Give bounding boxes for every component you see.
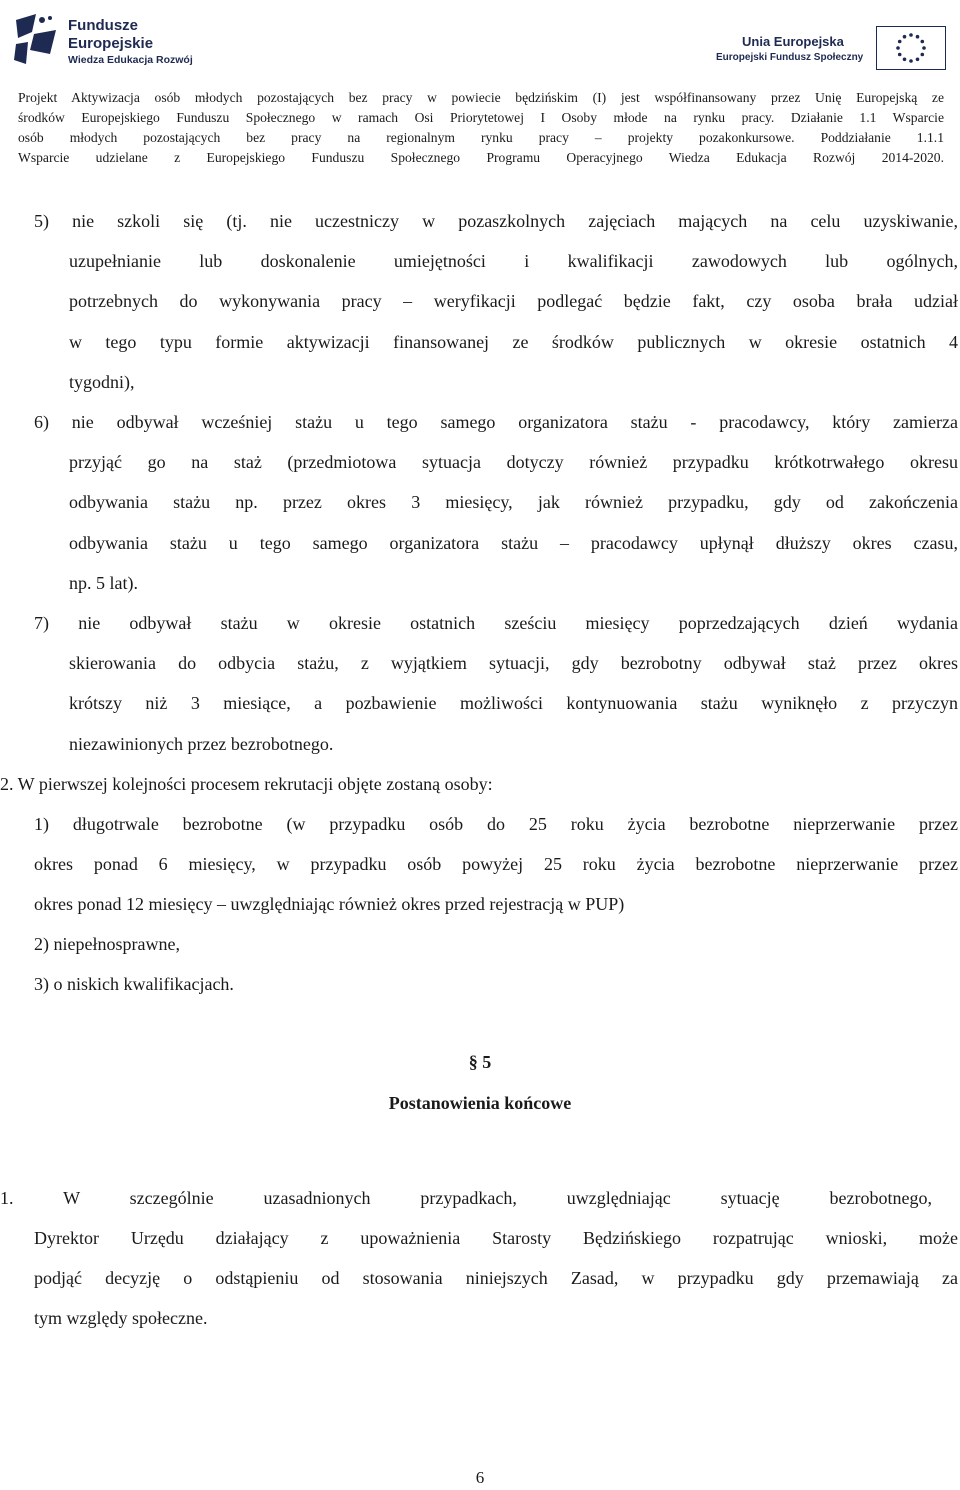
body-line: odbywania stażu np. przez okres 3 miesięcy, jak również przypadku, gdy od zakończenia <box>69 492 958 512</box>
section-number: § 5 <box>468 1052 492 1072</box>
fundusze-europejskie-star-icon <box>12 10 60 68</box>
body-line: 7) nie odbywał stażu w okresie ostatnich sześciu miesięcy poprzedzających dzień wydania <box>34 613 958 633</box>
header-line: środków Europejskiego Funduszu Społecznego w ramach Osi Priorytetowej I Osoby młode na rynku pracy. Działanie 1.1 Wsparcie <box>18 110 944 125</box>
body-line: 1. W szczególnie uzasadnionych przypadkach, uwzględniając sytuację bezrobotnego, <box>0 1188 932 1208</box>
body-line: tym względy społeczne. <box>34 1308 208 1328</box>
body-line: uzupełnianie lub doskonalenie umiejętności i kwalifikacji zawodowych lub ogólnych, <box>69 251 958 271</box>
logo-left-line1: Fundusze <box>68 17 138 34</box>
section-title: Postanowienia końcowe <box>388 1093 572 1113</box>
body-line: 2) niepełnosprawne, <box>34 934 180 954</box>
eu-flag-icon <box>876 26 946 70</box>
body-line: okres ponad 12 miesięcy – uwzględniając również okres przed rejestracją w PUP) <box>34 894 625 914</box>
body-line: potrzebnych do wykonywania pracy – weryfikacji podlegać będzie fakt, czy osoba brała udział <box>69 291 958 311</box>
body-line: np. 5 lat). <box>69 573 138 593</box>
logo-left-line3: Wiedza Edukacja Rozwój <box>68 54 193 66</box>
header-line: Wsparcie udzielane z Europejskiego Funduszu Społecznego Programu Operacyjnego Wiedza Edukacja Rozwój 2014-2020. <box>18 150 944 165</box>
body-line: 3) o niskich kwalifikacjach. <box>34 974 234 994</box>
body-line: niezawinionych przez bezrobotnego. <box>69 734 334 754</box>
body-line: w tego typu formie aktywizacji finansowanej ze środków publicznych w okresie ostatnich 4 <box>69 332 958 352</box>
project-header <box>18 88 944 168</box>
body-line: odbywania stażu u tego samego organizatora stażu – pracodawcy upłynął dłuższy okres czasu, <box>69 533 958 553</box>
logo-left-line2: Europejskie <box>68 35 154 52</box>
body-line: krótszy niż 3 miesiące, a pozbawienie możliwości kontynuowania stażu wyniknęło z przyczyn <box>69 693 958 713</box>
body-line: skierowania do odbycia stażu, z wyjątkiem sytuacji, gdy bezrobotny odbywał staż przez okres <box>69 653 958 673</box>
body-line: Dyrektor Urzędu działający z upoważnienia Starosty Będzińskiego rozpatrując wnioski, może <box>34 1228 958 1248</box>
fundusze-europejskie-logo <box>12 10 212 70</box>
header-line: osób młodych pozostających bez pracy na regionalnym rynku pracy – projekty pozakonkursowe. Poddziałanie 1.1.1 <box>18 130 944 145</box>
body-line: 1) długotrwale bezrobotne (w przypadku osób do 25 roku życia bezrobotne nieprzerwanie przez <box>34 814 958 834</box>
body-line: 5) nie szkoli się (tj. nie uczestniczy w pozaszkolnych zajęciach mających na celu uzyskiwanie, <box>34 211 958 231</box>
body-line: 6) nie odbywał wcześniej stażu u tego samego organizatora stażu - pracodawcy, który zamierza <box>34 412 958 432</box>
unia-europejska-logo <box>716 26 946 76</box>
logo-right-line2: Europejski Fundusz Społeczny <box>716 52 864 63</box>
body-line: przyjąć go na staż (przedmiotowa sytuacja dotyczy również przypadku krótkotrwałego okresu <box>69 452 958 472</box>
body-line: 2. W pierwszej kolejności procesem rekrutacji objęte zostaną osoby: <box>0 774 493 794</box>
body-line: tygodni), <box>69 372 135 392</box>
logo-right-line1: Unia Europejska <box>742 34 844 49</box>
body-line: okres ponad 6 miesięcy, w przypadku osób powyżej 25 roku życia bezrobotne nieprzerwanie przez <box>34 854 958 874</box>
page-number: 6 <box>475 1468 485 1487</box>
body-line: podjąć decyzję o odstąpieniu od stosowania niniejszych Zasad, w przypadku gdy przemawiają za <box>34 1268 958 1288</box>
header-line: Projekt Aktywizacja osób młodych pozostających bez pracy w powiecie będzińskim (I) jest współfinansowany przez Unię Europejską ze <box>18 90 944 105</box>
